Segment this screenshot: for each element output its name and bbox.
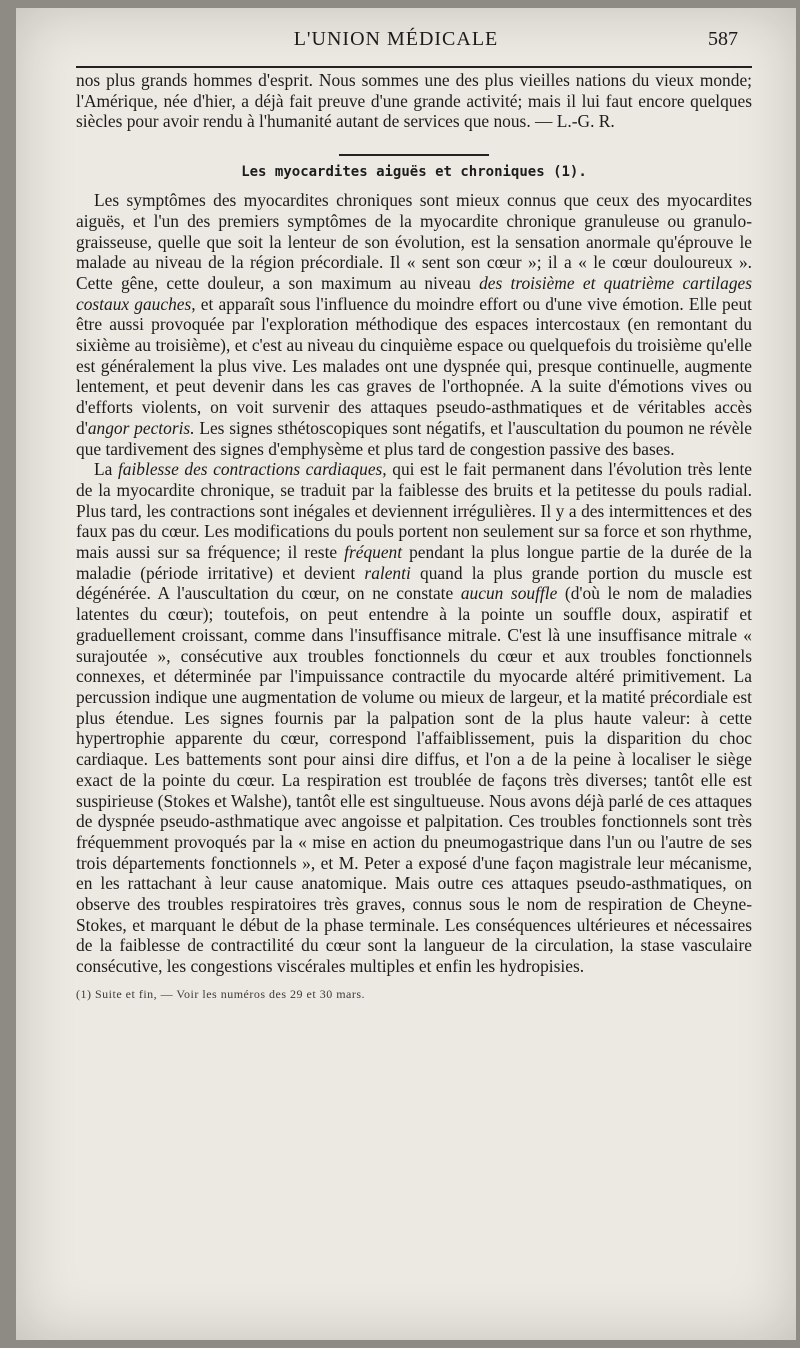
p2-text-b: qui est le fait permanent dans l'évolution très lente de la myocardite chronique, se traduit par la faiblesse des bruits et la petitesse du pouls radial. Plus tard, les contractions sont inégales et deviennent irrégulières. Il y a des intermittences et des faux pas du cœur. Les modifications du pouls portent non seulement sur sa force et son rhythme, mais aussi sur sa fréquence; il reste: [76, 459, 752, 563]
p2-text-e: (d'où le nom de maladies latentes du cœur); toutefois, on peut entendre à la pointe un souffle doux, aspiratif et graduellement croissant, comme dans l'insuffisance mitrale. C'est là une insuffisance mitrale « surajoutée », consécutive aux troubles fonctionnels du cœur et aux troubles fonctionnels connexes, et déterminée par l'impuissance contractile du myocarde altéré primitivement. La percussion indique une augmentation de volume ou mieux de largeur, et la matité précordiale est plus étendue. Les signes fournis par la palpation sont de la plus haute valeur: à cette hypertrophie apparente du cœur, correspond l'affaiblissement, puis la disparition du choc cardiaque. Les battements sont pour ainsi dire diffus, et l'on a de la peine à localiser le siège exact de la pointe du cœur. La respiration est troublée de façons très diverses; tantôt elle est suspirieuse (Stokes et Walshe), tantôt elle est singultueuse. Nous avons déjà parlé de ces attaques de dyspnée pseudo-asthmatique avec angoisse et palpitation. Ces troubles fonctionnels sont très fréquemment provoqués par la « mise en action du pneumogastrique dans l'un ou l'autre de ses trois départements fonctionnels », et M. Peter a exposé d'une façon magistrale leur mécanisme, en les rattachant à leur cause anatomique. Mais outre ces attaques pseudo-asthmatiques, on observe des troubles respiratoires très graves, connus sous le nom de respiration de Cheyne-Stokes, et marquant le début de la phase terminale. Les conséquences ultérieures et nécessaires de la faiblesse de contractilité du cœur sont la langueur de la circulation, la stase vasculaire consécutive, les congestions viscérales multiples et enfin les hydropisies.: [76, 583, 752, 977]
intro-paragraph: [76, 70, 752, 132]
p2-text-d: quand la plus grande portion du muscle est dégénérée. A l'auscultation du cœur, on ne constate: [76, 562, 752, 604]
p1-text-b: et apparaît sous l'influence du moindre effort ou d'une vive émotion. Elle peut être aussi provoquée par l'exploration méthodique des espaces intercostaux (en remontant du sixième au troisième), et c'est au niveau du cinquième espace ou quelquefois du troisième qu'elle est généralement la plus vive. Les malades ont une dyspnée qui, presque continuelle, augmente lentement, et peut devenir dans les cas graves de l'orthopnée. A la suite d'émotions vives ou d'efforts violents, on voit survenir des attaques pseudo-asthmatiques et de véritables accès d': [76, 293, 752, 438]
p2-italic-faiblesse: faiblesse des contractions cardiaques,: [117, 459, 387, 480]
paragraph-2: [76, 459, 752, 977]
footnote: (1) Suite et fin, — Voir les numéros des 29 et 30 mars.: [76, 986, 366, 1001]
p1-text-a: Les symptômes des myocardites chroniques sont mieux connus que ceux des myocardites aiguës, et l'un des premiers symptômes de la myocardite chronique granuleuse ou granulo-graisseuse, quelle que soit la lenteur de son évolution, est la sensation anormale qu'éprouve le malade au niveau de la région précordiale. Il « sent son cœur »; il a « le cœur douloureux ». Cette gêne, cette douleur, a son maximum au niveau: [76, 190, 752, 293]
body-text: [76, 70, 752, 1002]
p2-italic-aucun-souffle: aucun souffle: [460, 583, 558, 604]
section-divider: [339, 154, 489, 156]
p1-italic-cartilages: des troisième et quatrième cartilages costaux gauches,: [76, 272, 753, 314]
p1-italic-angor: angor pectoris.: [87, 417, 195, 438]
footnote-ref: (1).: [553, 164, 587, 181]
signature: — L.-G. R.: [535, 111, 615, 132]
header-rule: [76, 66, 752, 68]
p1-text-c: Les signes sthétoscopiques sont négatifs, et l'auscultation du poumon ne révèle que tardivement des signes d'emphysème et plus tard de congestion passive des bases.: [76, 417, 752, 459]
p2-text-a: La: [94, 459, 113, 480]
journal-title: L'UNION MÉDICALE: [293, 28, 499, 50]
article-title: [76, 164, 752, 180]
intro-text: nos plus grands hommes d'esprit. Nous sommes une des plus vieilles nations du vieux monde; l'Amérique, née d'hier, a déjà fait preuve d'une grande activité; mais il lui faut encore quelques siècles pour avoir rendu à l'humanité autant de services que nous.: [76, 70, 752, 132]
p2-text-c: pendant la plus longue partie de la durée de la maladie (période irritative) et devient: [76, 542, 752, 583]
running-head: [16, 18, 796, 58]
article-title-text: Les myocardites aiguës et chroniques: [241, 164, 545, 181]
page-number: 587: [708, 28, 738, 50]
p2-italic-ralenti: ralenti: [364, 562, 411, 583]
paragraph-1: [76, 190, 752, 459]
document-page: [16, 8, 796, 1340]
p2-italic-frequent: fréquent: [344, 542, 403, 563]
